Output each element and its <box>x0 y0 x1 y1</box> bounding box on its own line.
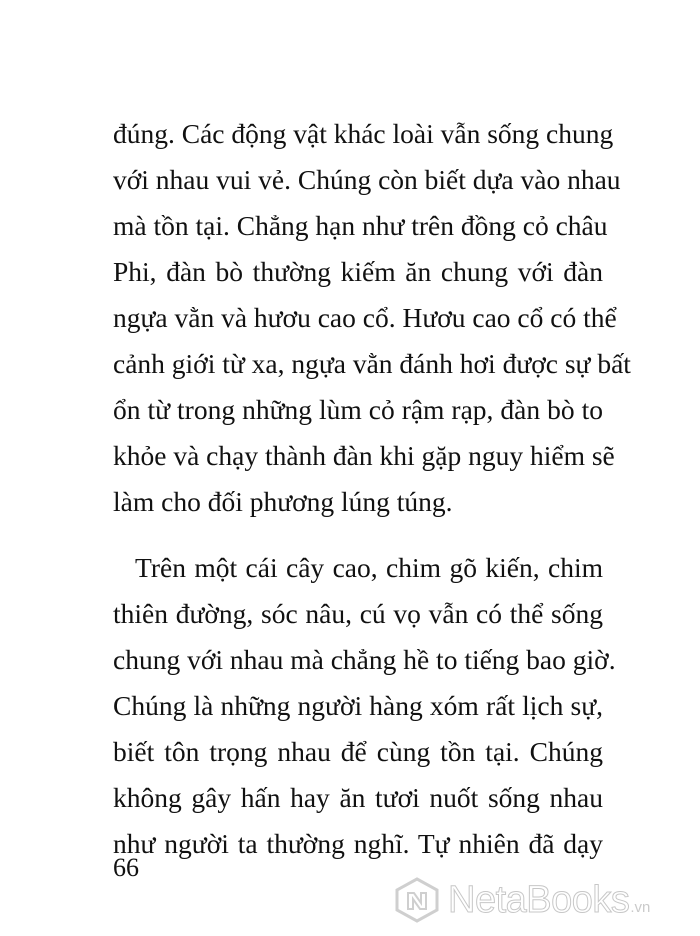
text-line: làm cho đối phương lúng túng. <box>113 486 453 517</box>
text-line: không gây hấn hay ăn tươi nuốt sống nhau <box>113 782 603 813</box>
text-line: như người ta thường nghĩ. Tự nhiên đã dạy <box>113 828 603 859</box>
text-line: ngựa vằn và hươu cao cổ. Hươu cao cổ có thể <box>113 302 617 333</box>
text-line: thiên đường, sóc nâu, cú vọ vẫn có thể sống <box>113 598 603 629</box>
text-line: với nhau vui vẻ. Chúng còn biết dựa vào nhau <box>113 164 621 195</box>
text-line: khỏe và chạy thành đàn khi gặp nguy hiểm sẽ <box>113 440 615 471</box>
watermark-suffix: .vn <box>630 899 651 916</box>
text-line: Trên một cái cây cao, chim gõ kiến, chim <box>135 552 603 583</box>
text-line: chung với nhau mà chẳng hề to tiếng bao giờ. <box>113 644 616 675</box>
netabooks-logo-icon <box>394 877 440 923</box>
text-line: Phi, đàn bò thường kiếm ăn chung với đàn <box>113 256 603 287</box>
text-line: biết tôn trọng nhau để cùng tồn tại. Chúng <box>113 736 603 767</box>
text-line: Chúng là những người hàng xóm rất lịch sự, <box>113 690 603 721</box>
text-line: ổn từ trong những lùm cỏ rậm rạp, đàn bò to <box>113 394 603 425</box>
text-line: đúng. Các động vật khác loài vẫn sống chung <box>113 118 614 149</box>
text-line: cảnh giới từ xa, ngựa vằn đánh hơi được sự bất <box>113 348 631 379</box>
page-number: 66 <box>113 853 139 882</box>
text-line: mà tồn tại. Chẳng hạn như trên đồng cỏ châu <box>113 210 608 241</box>
watermark <box>394 870 650 930</box>
watermark-brand: NetaBooks <box>448 878 630 921</box>
